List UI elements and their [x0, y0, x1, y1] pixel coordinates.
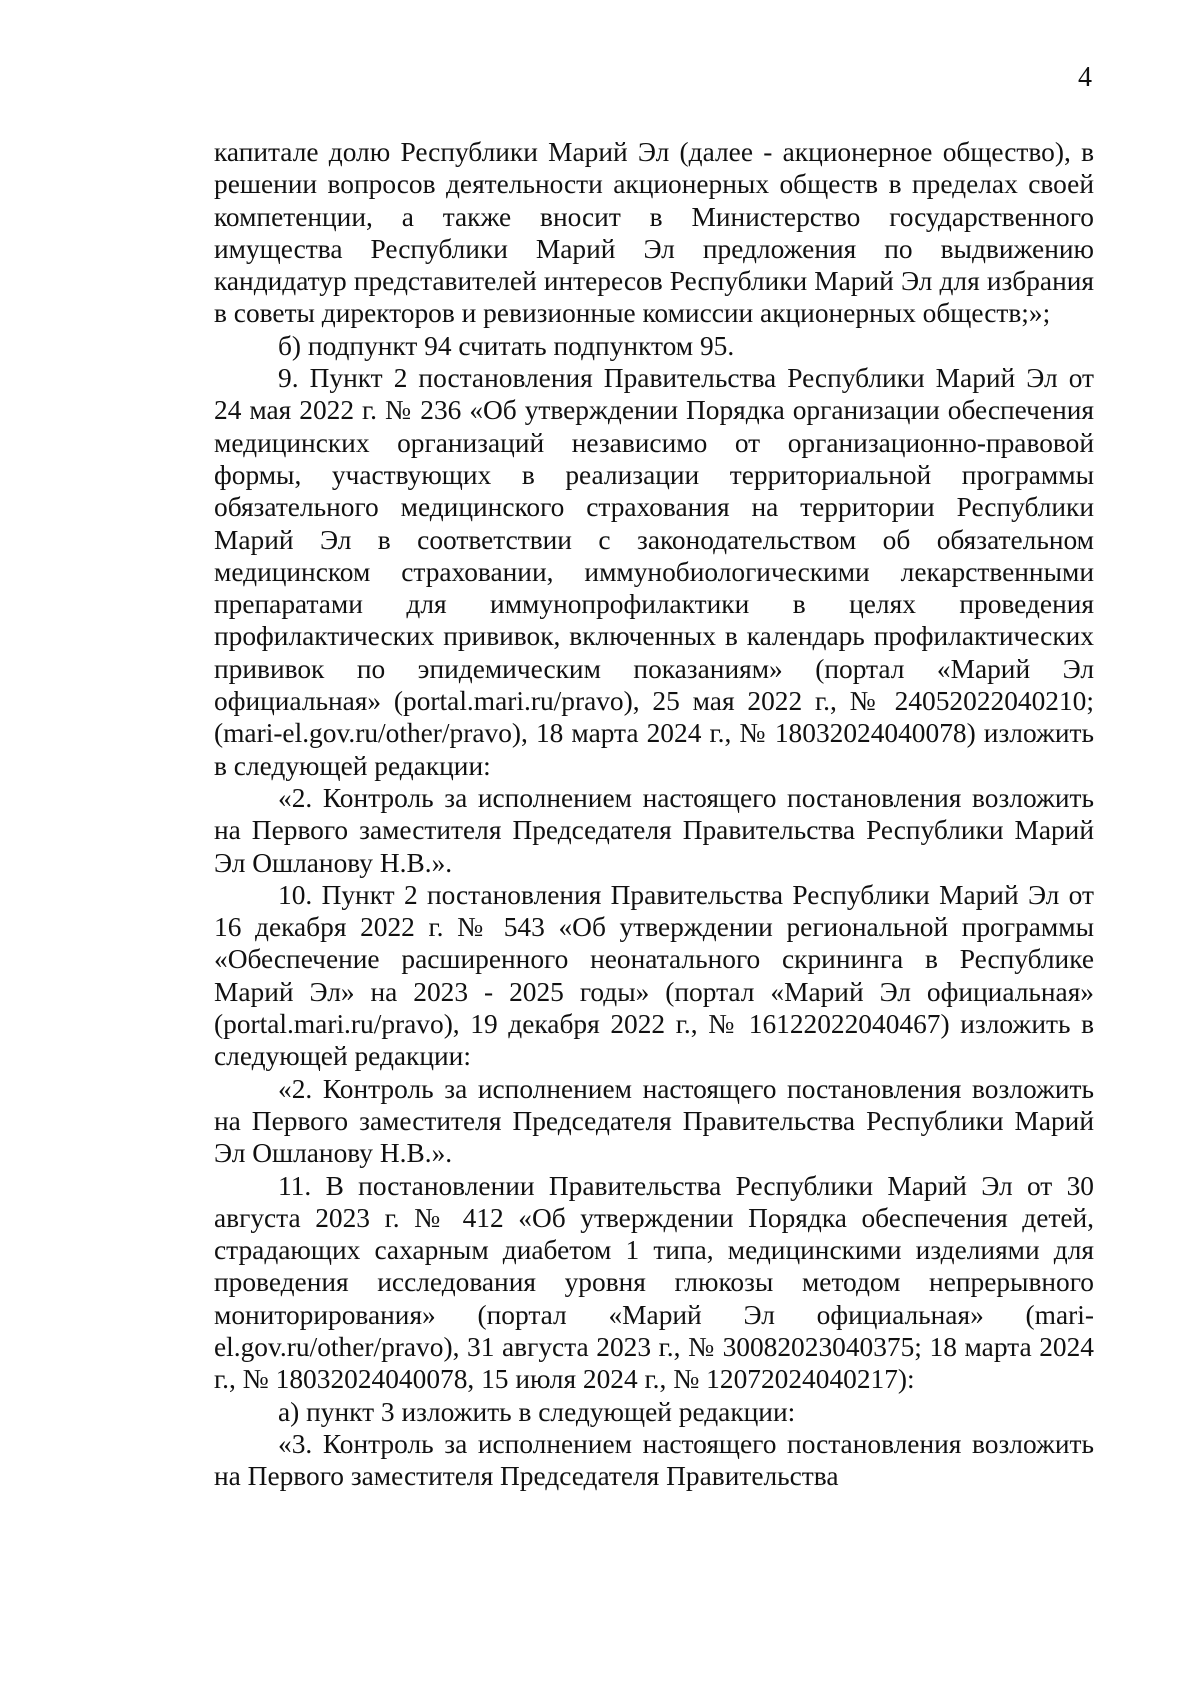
- paragraph-quote-item-9: «2. Контроль за исполнением настоящего постановления возложить на Первого заместителя Председателя Правительства Республики Марий Эл Ошланову Н.В.».: [214, 782, 1094, 878]
- paragraph-quote-item-11: «3. Контроль за исполнением настоящего постановления возложить на Первого заместителя Председателя Правительства: [214, 1428, 1094, 1492]
- page-number: 4: [1078, 62, 1092, 93]
- paragraph-item-9: 9. Пункт 2 постановления Правительства Республики Марий Эл от 24 мая 2022 г. № 236 «Об утверждении Порядка организации обеспечения медицинских организаций независимо от организационно-правовой формы, участвующих в реализации территориальной программы обязательного медицинского страхования на территории Республики Марий Эл в соответствии с законодательством об обязательном медицинском страховании, иммунобиологическими лекарственными препаратами для иммунопрофилактики в целях проведения профилактических прививок, включенных в календарь профилактических прививок по эпидемическим показаниям» (портал «Марий Эл официальная» (portal.mari.ru/pravo), 25 мая 2022 г., № 24052022040210; (mari-el.gov.ru/other/pravo), 18 марта 2024 г., № 18032024040078) изложить в следующей редакции:: [214, 363, 1094, 781]
- paragraph-subpoint-a: а) пункт 3 изложить в следующей редакции:: [278, 1396, 796, 1427]
- paragraph-subpoint-b: б) подпункт 94 считать подпунктом 95.: [278, 330, 735, 361]
- paragraph-item-11: 11. В постановлении Правительства Республики Марий Эл от 30 августа 2023 г. № 412 «Об утверждении Порядка обеспечения детей, страдающих сахарным диабетом 1 типа, медицинскими изделиями для проведения исследования уровня глюкозы методом непрерывного мониторирования» (портал «Марий Эл официальная» (mari-el.gov.ru/other/pravo), 31 августа 2023 г., № 30082023040375; 18 марта 2024 г., № 18032024040078, 15 июля 2024 г., № 12072024040217):: [214, 1170, 1094, 1395]
- paragraph-continuation: капитале долю Республики Марий Эл (далее - акционерное общество), в решении вопросов деятельности акционерных обществ в пределах своей компетенции, а также вносит в Министерство государственного имущества Республики Марий Эл предложения по выдвижению кандидатур представителей интересов Республики Марий Эл для избрания в советы директоров и ревизионные комиссии акционерных обществ;»;: [214, 137, 1094, 329]
- paragraph-item-10: 10. Пункт 2 постановления Правительства Республики Марий Эл от 16 декабря 2022 г. № 543 «Об утверждении региональной программы «Обеспечение расширенного неонатального скрининга в Республике Марий Эл» на 2023 - 2025 годы» (портал «Марий Эл официальная» (portal.mari.ru/pravo), 19 декабря 2022 г., № 16122022040467) изложить в следующей редакции:: [214, 879, 1094, 1072]
- paragraph-quote-item-10: «2. Контроль за исполнением настоящего постановления возложить на Первого заместителя Председателя Правительства Республики Марий Эл Ошланову Н.В.».: [214, 1073, 1094, 1169]
- document-body: [214, 136, 1094, 1492]
